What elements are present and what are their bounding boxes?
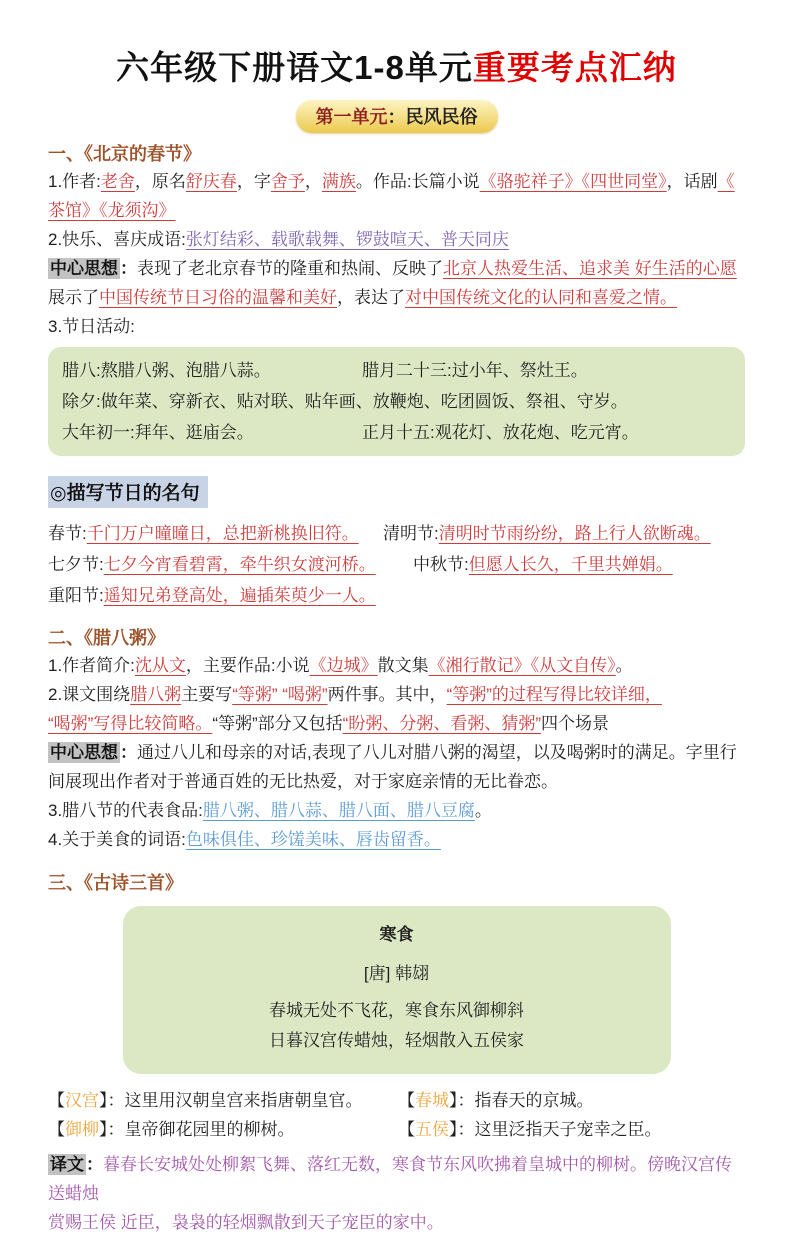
unit-badge	[296, 100, 498, 133]
activity-chuyi: 大年初一:拜年、逛庙会。	[62, 423, 254, 442]
s2-structure-line-2: “喝粥”写得比较简略。“等粥”部分又包括“盼粥、分粥、看粥、猜粥”四个场景	[48, 714, 609, 733]
festival-activities-label: 3.节日活动:	[48, 317, 135, 336]
festival-activities-box	[48, 347, 745, 456]
famous-lines-heading: ◎描写节日的名句	[48, 476, 208, 508]
famous-spring-festival: 春节:千门万户曈曈日，总把新桃换旧符。	[48, 524, 359, 543]
unit-badge-row	[0, 100, 793, 133]
note-yuliu: 【御柳】：皇帝御花园里的柳树。	[48, 1120, 295, 1139]
poem-line-2: 日暮汉宫传蜡烛，轻烟散入五侯家	[269, 1031, 524, 1050]
activity-laba: 腊八:熬腊八粥、泡腊八蒜。	[62, 361, 271, 380]
central-idea-line-1: 中心思想 ：表现了老北京春节的隆重和热闹、反映了北京人热爱生活、追求美 好生活的心愿	[50, 259, 737, 278]
section1-heading: 一、《北京的春节》	[48, 144, 201, 164]
poem-notes	[48, 1086, 745, 1144]
unit-badge-number: 第一单元	[315, 107, 388, 127]
activity-yuanxiao: 正月十五:观花灯、放花炮、吃元宵。	[362, 423, 639, 442]
translation-line-1: 译文 ：暮春长安城处处柳絮飞舞、落红无数，寒食节东风吹拂着皇城中的柳树。傍晚汉宫传送蜡烛	[48, 1155, 732, 1203]
note-wuhou: 【五侯】：这里泛指天子宠幸之臣。	[398, 1120, 662, 1139]
famous-row-1	[48, 518, 745, 549]
poem-translation	[48, 1150, 745, 1237]
poem-author: [唐] 韩翃	[363, 964, 430, 983]
page-title	[0, 42, 793, 89]
translation-line-2: 赏赐王侯 近臣，袅袅的轻烟飘散到天子宠臣的家中。	[48, 1213, 444, 1232]
s2-central-idea-line-2: 间展现出作者对于普通百姓的无比热爱，对于家庭亲情的无比眷恋。	[48, 772, 558, 791]
poem-line-1: 春城无处不飞花，寒食东风御柳斜	[269, 1001, 524, 1020]
s2-structure-line-1: 2.课文围绕腊八粥主要写“等粥” “喝粥”两件事。其中，“等粥”的过程写得比较详细，	[48, 685, 662, 704]
activities-row-1	[62, 355, 731, 386]
section3-heading: 三、《古诗三首》	[48, 873, 183, 893]
central-idea-line-2: 展示了中国传统节日习俗的温馨和美好，表达了对中国传统文化的认同和喜爱之情。	[48, 288, 677, 307]
s2-author-line: 1.作者简介:沈从文，主要作品:小说《边城》散文集《湘行散记》《从文自传》。	[48, 656, 633, 675]
document-content	[48, 141, 745, 1237]
author-line-2: 茶馆》《龙须沟》	[48, 201, 176, 220]
poem-box	[123, 906, 671, 1074]
activity-chuxi: 除夕:做年菜、穿新衣、贴对联、贴年画、放鞭炮、吃团圆饭、祭祖、守岁。	[62, 392, 628, 411]
unit-badge-colon: ：	[387, 107, 406, 127]
famous-mid-autumn: 中秋节:但愿人长久，千里共婵娟。	[413, 555, 673, 574]
poem-title: 寒食	[379, 925, 414, 944]
activities-row-2	[62, 386, 731, 417]
note-hangong: 【汉宫】：这里用汉朝皇宫来指唐朝皇官。	[48, 1091, 363, 1110]
unit-badge-topic: 民风民俗	[405, 107, 478, 127]
famous-qingming: 清明节:清明时节雨纷纷，路上行人欲断魂。	[383, 524, 711, 543]
famous-chongyang: 重阳节:遥知兄弟登高处，遍插茱萸少一人。	[48, 586, 376, 605]
s2-words-line: 4.关于美食的词语:色味俱佳、珍馐美味、唇齿留香。	[48, 830, 441, 849]
idioms-line: 2.快乐、喜庆成语:张灯结彩、载歌载舞、锣鼓喧天、普天同庆	[48, 230, 509, 249]
famous-row-2	[48, 549, 745, 580]
activities-row-3	[62, 417, 731, 448]
page-title-red: 重要考点汇纳	[472, 49, 677, 86]
famous-qixi: 七夕节:七夕今宵看碧霄，牵牛织女渡河桥。	[48, 555, 376, 574]
famous-row-3	[48, 580, 745, 611]
author-line-1: 1.作者:老舍，原名舒庆春，字舍予，满族。作品:长篇小说《骆驼祥子》《四世同堂》，话剧《	[48, 172, 735, 191]
note-chuncheng: 【春城】：指春天的京城。	[398, 1091, 594, 1110]
note-row-1	[48, 1086, 745, 1115]
note-row-2	[48, 1115, 745, 1144]
s2-foods-line: 3.腊八节的代表食品:腊八粥、腊八蒜、腊八面、腊八豆腐。	[48, 801, 492, 820]
activity-layue23: 腊月二十三:过小年、祭灶王。	[362, 361, 588, 380]
page-title-black: 六年级下册语文1-8单元	[116, 49, 473, 86]
s2-central-idea-line-1: 中心思想 ：通过八儿和母亲的对话,表现了八儿对腊八粥的渴望，以及喝粥时的满足。字里行	[50, 743, 737, 762]
section2-heading: 二、《腊八粥》	[48, 628, 165, 648]
